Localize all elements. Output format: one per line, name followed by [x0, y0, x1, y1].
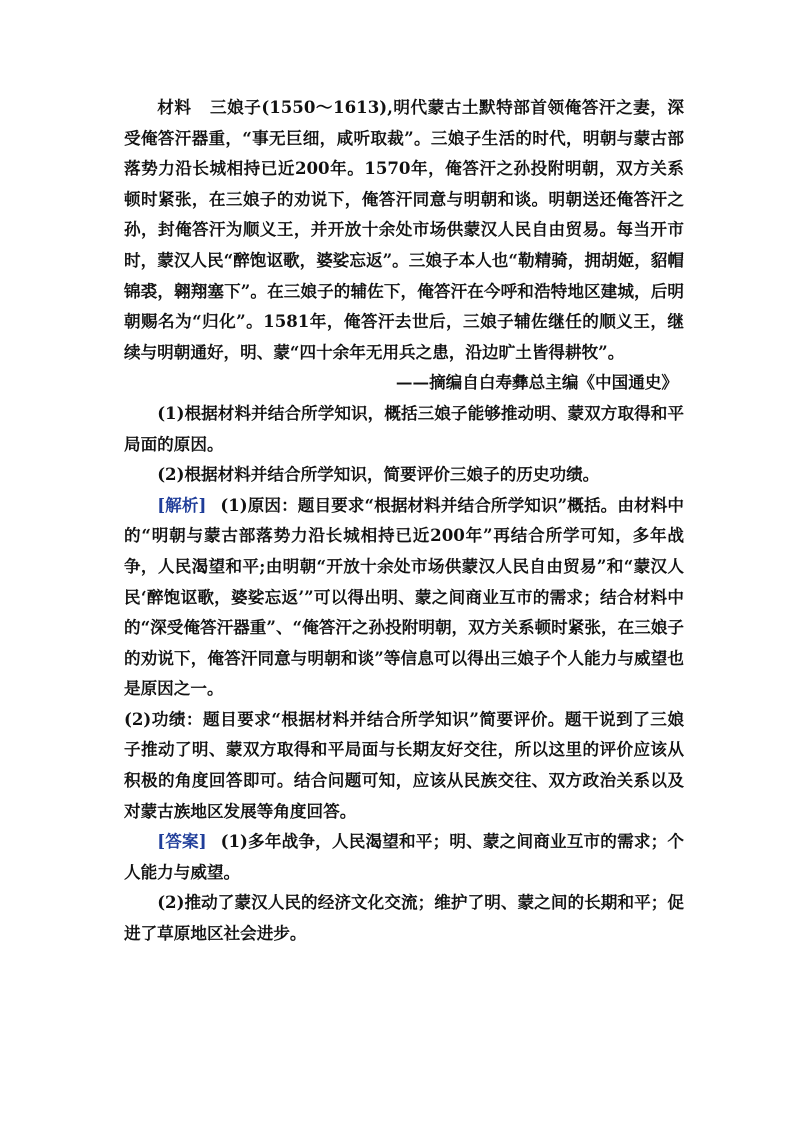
analysis-paragraph-2: (2)功绩：题目要求“根据材料并结合所学知识”简要评价。题干说到了三娘子推动了明、蒙双方取得和平局面与长期友好交往，所以这里的评价应该从积极的角度回答即可。结合问题可知，应该从民族交往、双方政治关系以及对蒙古族地区发展等角度回答。: [124, 708, 684, 821]
answer-paragraph-1: [124, 826, 684, 887]
analysis-paragraph-1: [124, 490, 684, 704]
analysis-part1: (1)原因：题目要求“根据材料并结合所学知识”概括。由材料中的“明朝与蒙古部落势力沿长城相持已近200年”再结合所学可知，多年战争，人民渴望和平;由明朝“开放十余处市场供蒙汉人民自由贸易”和“蒙汉人民‘醉饱讴歌，婆娑忘返’”可以得出明、蒙之间商业互市的需求；结合材料中的“深受俺答汗器重”、“俺答汗之孙投附明朝，双方关系顿时紧张，在三娘子的劝说下，俺答汗同意与明朝和谈”等信息可以得出三娘子个人能力与威望也是原因之一。: [124, 494, 685, 699]
answer-label: [答案]: [157, 831, 207, 852]
question-2: (2)根据材料并结合所学知识，简要评价三娘子的历史功绩。: [157, 464, 600, 485]
material-paragraph: [124, 92, 684, 367]
answer-paragraph-2: (2)推动了蒙汉人民的经济文化交流；维护了明、蒙之间的长期和平；促进了草原地区社会进步。: [124, 892, 684, 944]
material-label: 材料: [157, 97, 192, 117]
question-1: (1)根据材料并结合所学知识，概括三娘子能够推动明、蒙双方取得和平局面的原因。: [124, 402, 684, 454]
answer-part1: (1)多年战争，人民渴望和平；明、蒙之间商业互市的需求；个人能力与威望。: [124, 831, 685, 882]
material-text: 三娘子(1550～1613),明代蒙古土默特部首领俺答汗之妻，深受俺答汗器重，“事无巨细，咸听取裁”。三娘子生活的时代，明朝与蒙古部落势力沿长城相持已近200年。1570年，俺答汗之孙投附明朝，双方关系顿时紧张，在三娘子的劝说下，俺答汗同意与明朝和谈。明朝送还俺答汗之孙，封俺答汗为顺义王，并开放十余处市场供蒙汉人民自由贸易。每当开市时，蒙汉人民“醉饱讴歌，婆娑忘返”。三娘子本人也“勒精骑，拥胡姬，貂帽锦裘，翱翔塞下”。在三娘子的辅佐下，俺答汗在今呼和浩特地区建城，后明朝赐名为“归化”。1581年，俺答汗去世后，三娘子辅佐继任的顺义王，继续与明朝通好，明、蒙“四十余年无用兵之患，沿边旷土皆得耕牧”。: [124, 97, 685, 362]
analysis-label: [解析]: [157, 494, 207, 515]
material-source: ——摘编自白寿彝总主编《中国通史》: [395, 372, 678, 393]
